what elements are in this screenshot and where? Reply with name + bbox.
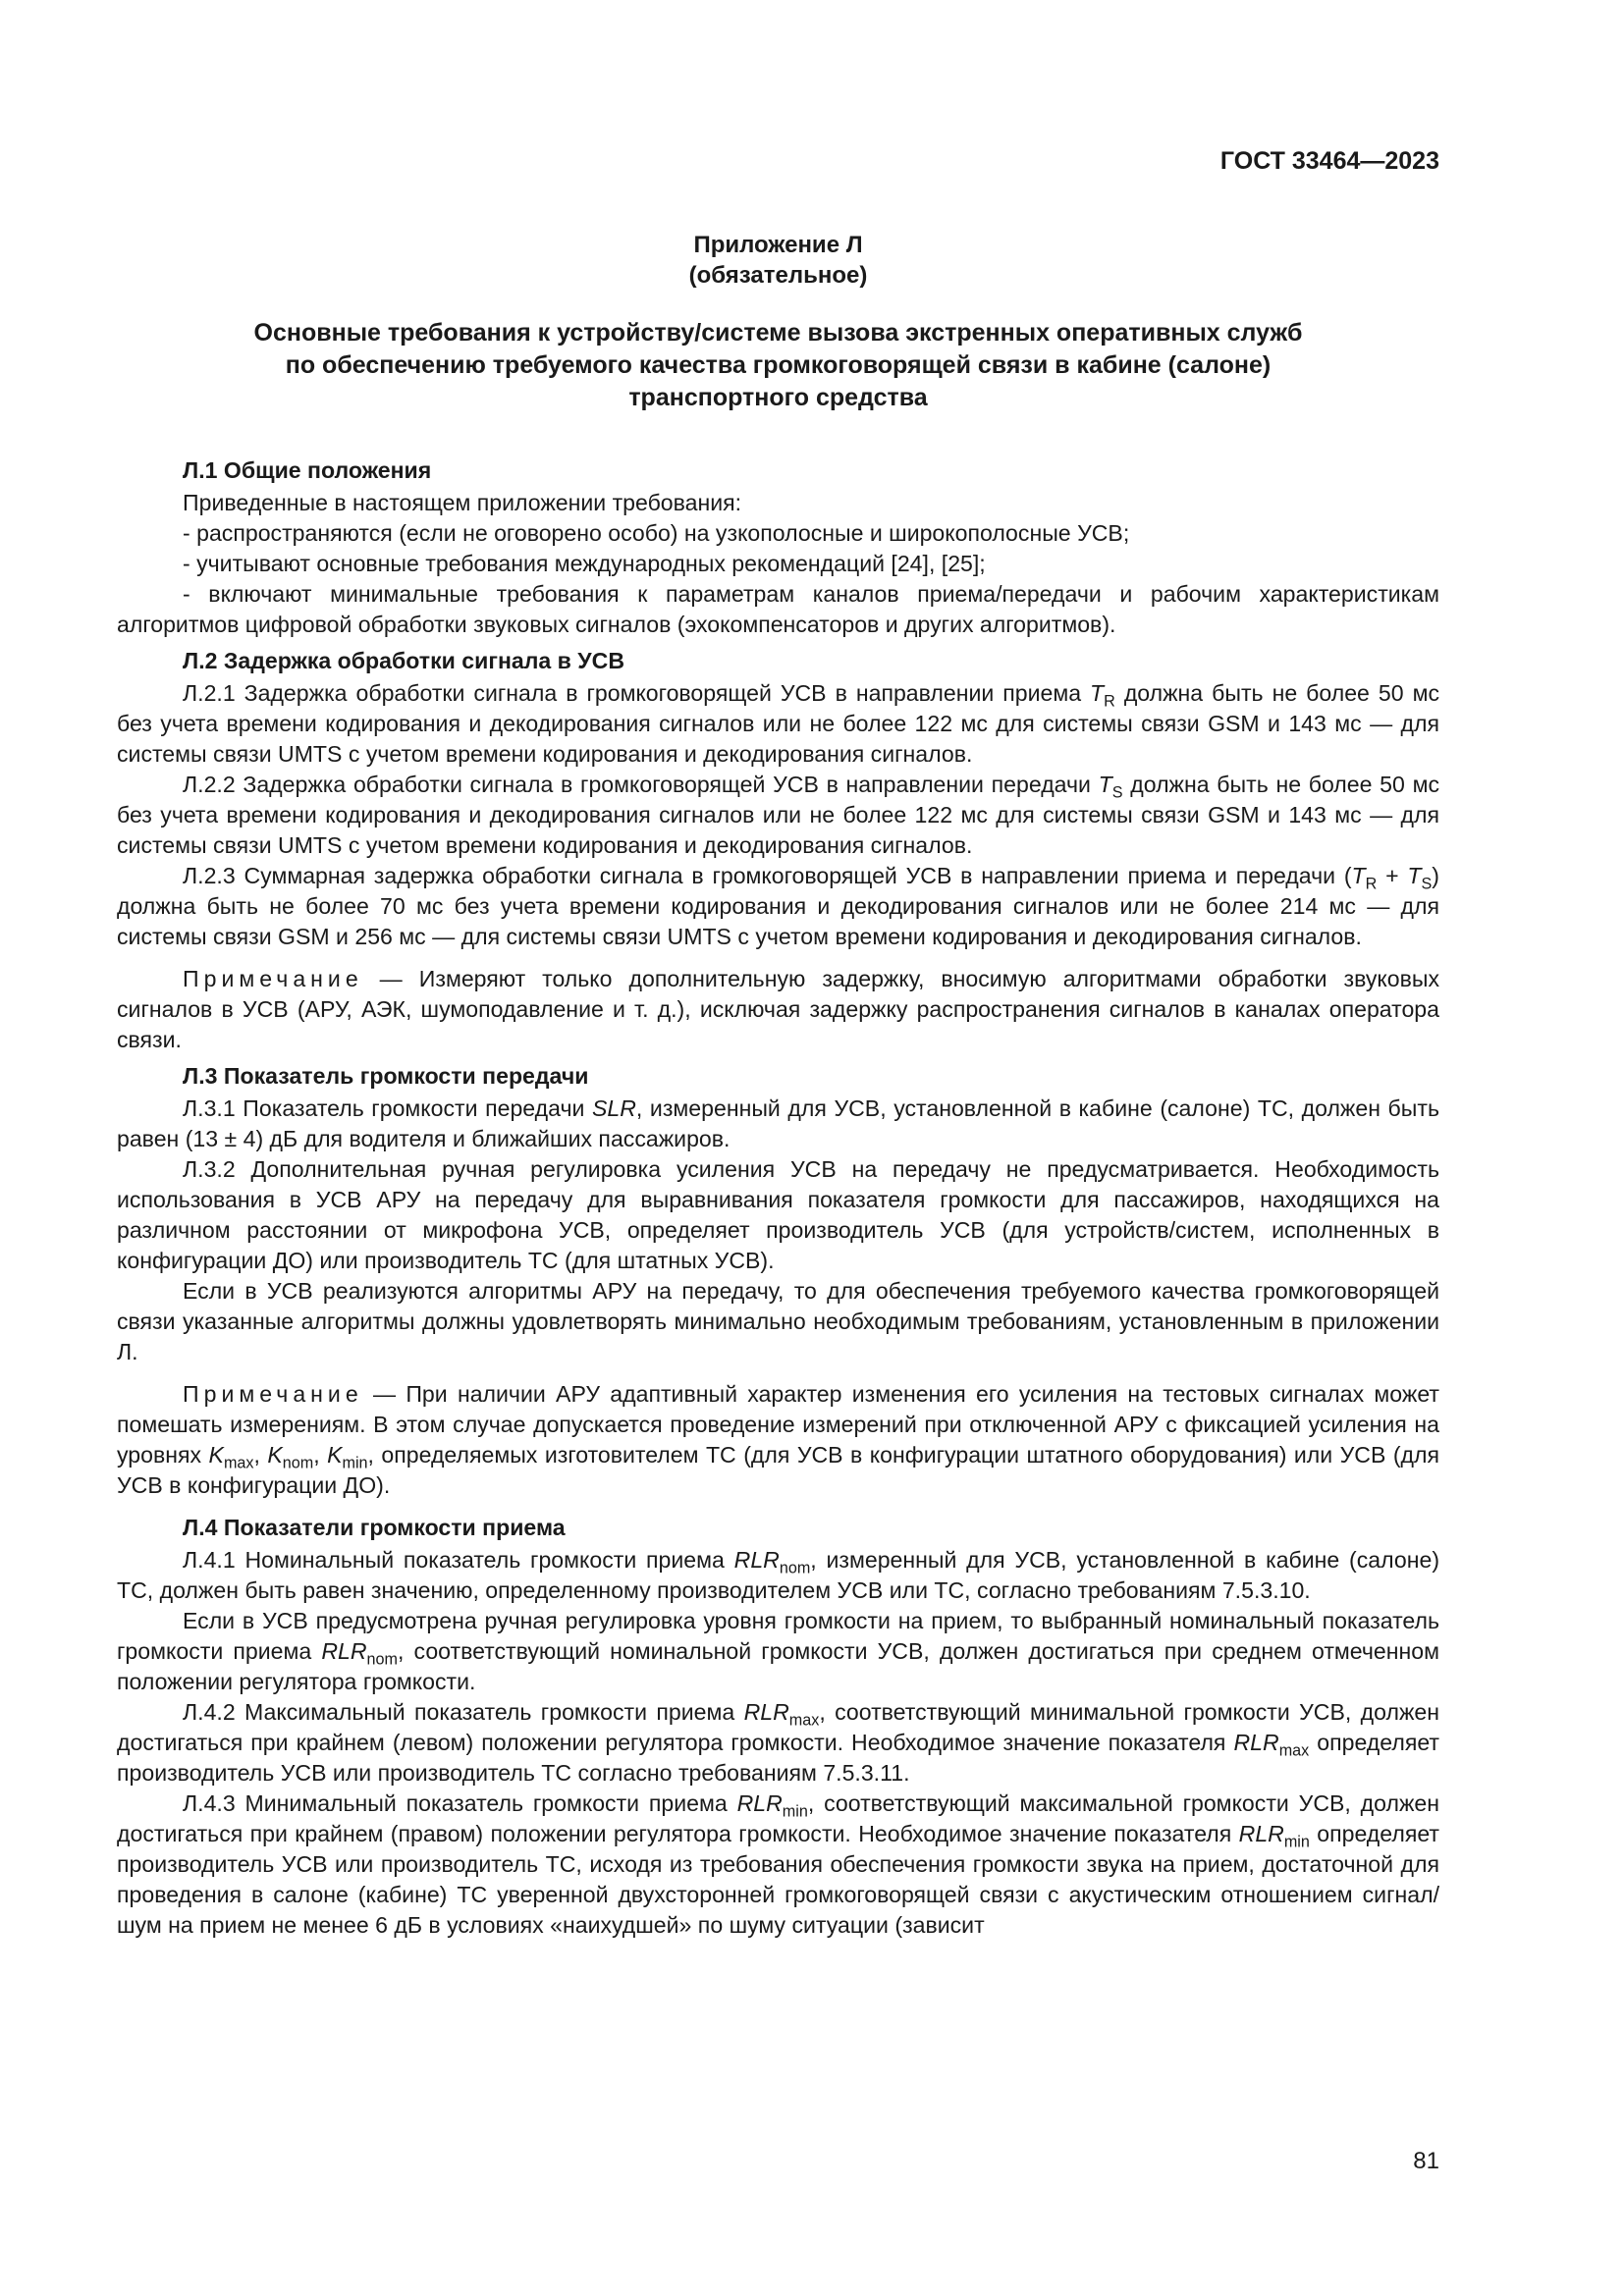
note-label: Примечание <box>183 966 363 991</box>
list-item: - распространяются (если не оговорено особо) на узкополосные и широкополосные УСВ; <box>183 520 1130 546</box>
note-l2: Примечание — Измеряют только дополнительную задержку, вносимую алгоритмами обработки звуковых сигналов в УСВ (АРУ, АЭК, шумоподавление и т. д.), исключая задержку распространения сигналов в каналах оператора связи. <box>117 966 1439 1052</box>
paragraph-l4-2: Л.4.2 Максимальный показатель громкости приема $RLR_{max}$, соответствующий минимальной громкости УСВ, должен достигаться при крайнем (левом) положении регулятора громкости. Необходимое значение показателя $RLR_{max}$ определяет производитель УСВ или производитель ТС согласно требованиям 7.5.3.11. <box>117 1699 1439 1786</box>
note-label: Примечание <box>183 1381 363 1407</box>
section-heading-l2: Л.2 Задержка обработки сигнала в УСВ <box>183 648 625 673</box>
section-heading-l3: Л.3 Показатель громкости передачи <box>183 1063 589 1089</box>
paragraph-l2-1: Л.2.1 Задержка обработки сигнала в громкоговорящей УСВ в направлении приема $T_R$ должна быть не более 50 мс без учета времени кодирования и декодирования сигналов или не более 122 мс для системы связи GSM и 143 мс — для системы связи UMTS с учетом времени кодирования и декодирования сигналов. <box>117 680 1439 767</box>
paragraph-l3-1: Л.3.1 Показатель громкости передачи SLR, измеренный для УСВ, установленной в кабине (салоне) ТС, должен быть равен (13 ± 4) дБ для водителя и ближайших пассажиров. <box>117 1095 1439 1151</box>
paragraph-l3-3: Если в УСВ реализуются алгоритмы АРУ на передачу, то для обеспечения требуемого качества громкоговорящей связи указанные алгоритмы должны удовлетворять минимально необходимым требованиям, установленным в приложении Л. <box>117 1278 1439 1364</box>
paragraph-l4-1: Л.4.1 Номинальный показатель громкости приема $RLR_{nom}$, измеренный для УСВ, установленной в кабине (салоне) ТС, должен быть равен значению, определенному производителем УСВ или ТС, согласно требованиям 7.5.3.10. <box>117 1547 1440 1603</box>
paragraph: Приведенные в настоящем приложении требования: <box>183 490 742 515</box>
appendix-title-line: транспортного средства <box>628 384 928 411</box>
note-l3: Примечание — При наличии АРУ адаптивный характер изменения его усиления на тестовых сигналах может помешать измерениям. В этом случае допускается проведение измерений при отключенной АРУ с фиксацией усиления на уровнях $K_{max}$, $K_{nom}$, $K_{min}$, определяемых изготовителем ТС (для УСВ в конфигурации штатного оборудования) или УСВ (для УСВ в конфигурации ДО). <box>117 1381 1439 1498</box>
page-content <box>117 230 1439 1941</box>
list-item: - учитывают основные требования международных рекомендаций [24], [25]; <box>183 551 986 576</box>
appendix-label: Приложение Л <box>693 232 863 258</box>
section-heading-l4: Л.4 Показатели громкости приема <box>183 1515 566 1540</box>
paragraph-l2-3: Л.2.3 Суммарная задержка обработки сигнала в громкоговорящей УСВ в направлении приема и передачи $(T_R + T_S)$ должна быть не более 70 мс без учета времени кодирования и декодирования сигналов или не более 214 мс — для системы связи GSM и 256 мс — для системы связи UMTS с учетом времени кодирования и декодирования сигналов. <box>117 863 1439 949</box>
paragraph-l2-2: Л.2.2 Задержка обработки сигнала в громкоговорящей УСВ в направлении передачи $T_S$ должна быть не более 50 мс без учета времени кодирования и декодирования сигналов или не более 122 мс для системы связи GSM и 143 мс — для системы связи UMTS с учетом времени кодирования и декодирования сигналов. <box>117 772 1439 858</box>
section-heading-l1: Л.1 Общие положения <box>183 457 432 483</box>
paragraph-l4-1b: Если в УСВ предусмотрена ручная регулировка уровня громкости на прием, то выбранный номинальный показатель громкости приема $RLR_{nom}$, соответствующий номинальной громкости УСВ, должен достигаться при среднем отмеченном положении регулятора громкости. <box>117 1608 1439 1694</box>
document-id: ГОСТ 33464—2023 <box>1219 147 1439 175</box>
list-item: - включают минимальные требования к параметрам каналов приема/передачи и рабочим характеристикам алгоритмов цифровой обработки звуковых сигналов (эхокомпенсаторов и других алгоритмов). <box>117 581 1439 637</box>
appendix-status: (обязательное) <box>688 262 868 289</box>
appendix-title-line: по обеспечению требуемого качества громкоговорящей связи в кабине (салоне) <box>285 351 1272 379</box>
paragraph-l3-2: Л.3.2 Дополнительная ручная регулировка усиления УСВ на передачу не предусматривается. Необходимость использования в УСВ АРУ на передачу для выравнивания показателя громкости для пассажиров, находящихся на различном расстоянии от микрофона УСВ, определяет производитель УСВ (для устройств/систем, исполненных в конфигурации ДО) или производитель ТС (для штатных УСВ). <box>117 1156 1439 1273</box>
page-frame <box>117 0 1439 2296</box>
paragraph-l4-3: Л.4.3 Минимальный показатель громкости приема $RLR_{min}$, соответствующий максимальной громкости УСВ, должен достигаться при крайнем (правом) положении регулятора громкости. Необходимое значение показателя $RLR_{min}$ определяет производитель УСВ или производитель ТС, исходя из требования обеспечения громкости звука на прием, достаточной для проведения в салоне (кабине) ТС уверенной двухсторонней громкоговорящей связи с акустическим отношением сигнал/шум на прием не менее 6 дБ в условиях «наихудшей» по шуму ситуации (зависит <box>117 1790 1439 1938</box>
appendix-title-line: Основные требования к устройству/системе вызова экстренных оперативных служб <box>253 319 1303 347</box>
appendix-title <box>117 317 1439 414</box>
page-number: 81 <box>1413 2148 1439 2174</box>
